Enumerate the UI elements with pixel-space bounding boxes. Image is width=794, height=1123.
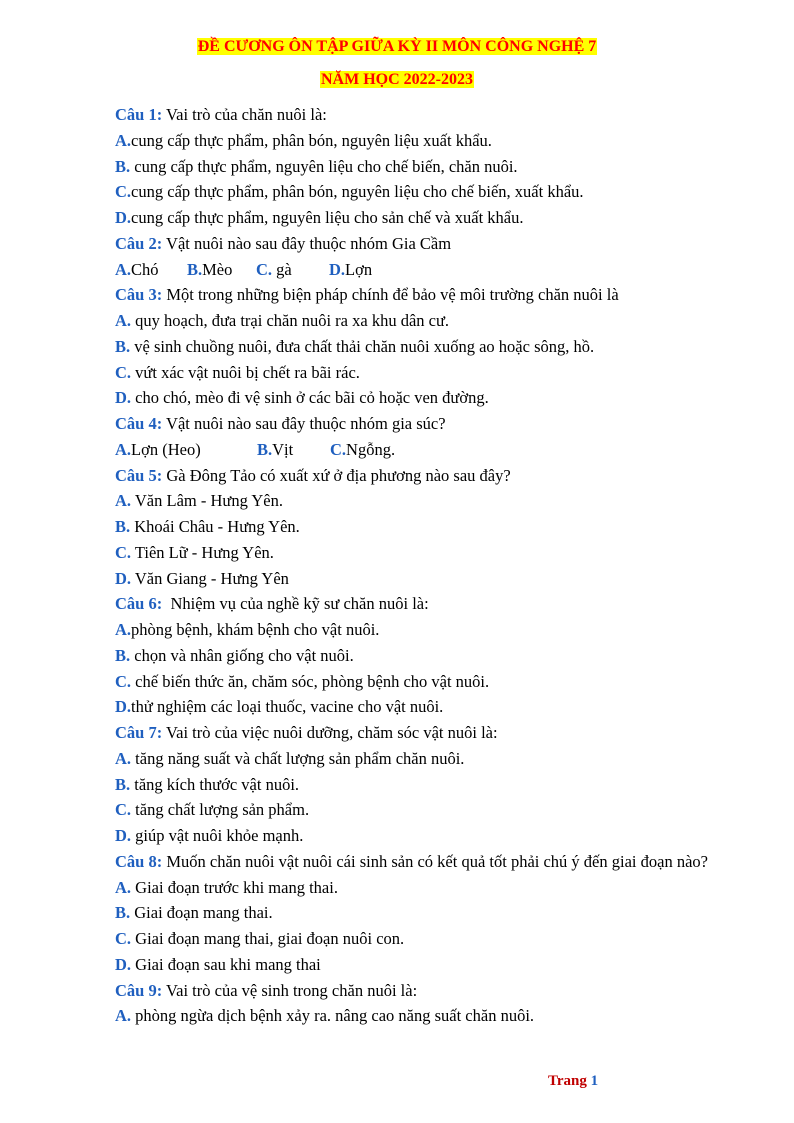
question-text: Vai trò của vệ sinh trong chăn nuôi là: (162, 980, 418, 1000)
question-2-option-c: C. gà (256, 259, 292, 279)
option-text: phòng ngừa dịch bệnh xảy ra. nâng cao năng suất chăn nuôi. (131, 1006, 535, 1026)
question-text: Vật nuôi nào sau đây thuộc nhóm gia súc? (162, 414, 446, 433)
question-2-options (115, 257, 715, 283)
question-text: Vai trò của việc nuôi dưỡng, chăm sóc vật nuôi là: (162, 723, 498, 742)
question-8-option-a (115, 875, 715, 901)
question-label: Câu 5: (115, 465, 163, 485)
question-7-option-b (115, 772, 715, 798)
option-label: B. (115, 336, 131, 356)
question-7-option-c (115, 797, 715, 823)
option-text: vệ sinh chuồng nuôi, đưa chất thải chăn nuôi xuống ao hoặc sông, hồ. (130, 336, 595, 356)
option-label: A. (115, 130, 132, 150)
page-number: 1 (590, 1073, 599, 1089)
page-footer (548, 1073, 598, 1090)
option-label: C. (115, 800, 132, 820)
question-label: Câu 6: (115, 594, 163, 614)
question-1 (115, 102, 715, 128)
question-4-options (115, 437, 715, 463)
question-8-option-d (115, 952, 715, 978)
question-2-option-b: B.Mèo (187, 259, 233, 279)
option-text: Khoái Châu - Hưng Yên. (130, 517, 300, 536)
option-label: C. (115, 182, 132, 202)
question-text: Muốn chăn nuôi vật nuôi cái sinh sản có kết quả tốt phải chú ý đến giai đoạn nào? (162, 851, 708, 871)
question-label: Câu 4: (115, 414, 163, 433)
question-4-option-a: A.Lợn (Heo) (115, 439, 201, 459)
question-8-option-b (115, 900, 715, 926)
option-label: A. (115, 1006, 132, 1026)
option-text: cung cấp thực phẩm, nguyên liệu cho sản chế và xuất khẩu. (131, 208, 524, 227)
option-text: Giai đoạn sau khi mang thai (131, 954, 321, 974)
question-1-option-c (115, 179, 715, 205)
option-text: tăng chất lượng sản phẩm. (131, 800, 310, 820)
question-5-option-b (115, 514, 715, 540)
question-1-option-a (115, 128, 715, 154)
question-7-option-a (115, 746, 715, 772)
question-text: Vai trò của chăn nuôi là: (162, 105, 327, 124)
question-3-option-c (115, 360, 715, 386)
option-label: B. (115, 517, 131, 536)
option-label: A. (115, 877, 132, 897)
option-text: Văn Lâm - Hưng Yên. (131, 491, 283, 511)
question-4-option-c: C.Ngỗng. (330, 439, 396, 459)
option-text: tăng năng suất và chất lượng sản phẩm chăn nuôi. (131, 748, 465, 768)
option-text: Giai đoạn mang thai. (130, 903, 273, 923)
option-label: C. (115, 671, 132, 691)
option-label: A. (115, 620, 132, 639)
question-1-option-b (115, 154, 715, 180)
option-label: A. (115, 748, 132, 768)
question-9 (115, 978, 715, 1004)
option-label: B. (115, 645, 131, 665)
option-text: Tiên Lữ - Hưng Yên. (131, 542, 274, 562)
question-text: Gà Đông Tảo có xuất xứ ở địa phương nào sau đây? (162, 465, 511, 485)
option-text: cung cấp thực phẩm, phân bón, nguyên liệu xuất khẩu. (131, 130, 492, 150)
page-word: Trang (548, 1073, 587, 1089)
question-label: Câu 8: (115, 851, 163, 871)
option-text: vứt xác vật nuôi bị chết ra bãi rác. (131, 362, 360, 382)
option-text: Giai đoạn trước khi mang thai. (131, 877, 338, 897)
option-text: Giai đoạn mang thai, giai đoạn nuôi con. (131, 929, 405, 948)
option-label: D. (115, 697, 132, 717)
question-8-option-c (115, 926, 715, 952)
option-label: D. (115, 826, 132, 845)
option-text: quy hoạch, đưa trại chăn nuôi ra xa khu dân cư. (131, 311, 450, 330)
question-4-option-b: B.Vịt (257, 439, 294, 459)
question-list (115, 102, 715, 1029)
question-7 (115, 720, 715, 746)
option-text: phòng bệnh, khám bệnh cho vật nuôi. (131, 620, 380, 639)
option-label: D. (115, 954, 132, 974)
question-1-option-d (115, 205, 715, 231)
document-title: ĐỀ CƯƠNG ÔN TẬP GIỮA KỲ II MÔN CÔNG NGHỆ 7 (197, 38, 597, 55)
question-6-option-a (115, 617, 715, 643)
option-label: A. (115, 311, 132, 330)
question-text: Vật nuôi nào sau đây thuộc nhóm Gia Cầm (162, 233, 452, 253)
option-label: D. (115, 208, 132, 227)
question-label: Câu 7: (115, 723, 163, 742)
question-9-option-a (115, 1003, 715, 1029)
option-label: C. (115, 929, 132, 948)
option-label: C. (115, 542, 132, 562)
option-label: A. (115, 491, 132, 511)
school-year: NĂM HỌC 2022-2023 (321, 71, 473, 88)
question-5-option-d (115, 566, 715, 592)
question-text: Một trong những biện pháp chính để bảo vệ môi trường chăn nuôi là (162, 285, 619, 305)
option-text: chọn và nhân giống cho vật nuôi. (130, 645, 354, 665)
question-label: Câu 3: (115, 285, 163, 305)
question-label: Câu 2: (115, 233, 163, 253)
question-3-option-d (115, 385, 715, 411)
question-text: Nhiệm vụ của nghề kỹ sư chăn nuôi là: (162, 594, 429, 614)
question-6-option-c (115, 669, 715, 695)
option-label: B. (115, 774, 131, 794)
question-2 (115, 231, 715, 257)
option-text: giúp vật nuôi khỏe mạnh. (131, 826, 304, 845)
question-6 (115, 591, 715, 617)
question-6-option-d (115, 694, 715, 720)
option-label: B. (115, 156, 131, 176)
option-label: D. (115, 568, 132, 588)
option-label: D. (115, 388, 132, 408)
option-text: cho chó, mèo đi vệ sinh ở các bãi cỏ hoặc ven đường. (131, 388, 489, 408)
option-label: C. (115, 362, 132, 382)
question-label: Câu 9: (115, 980, 163, 1000)
question-3-option-b (115, 334, 715, 360)
question-3-option-a (115, 308, 715, 334)
option-text: tăng kích thước vật nuôi. (130, 774, 300, 794)
question-7-option-d (115, 823, 715, 849)
question-8 (115, 849, 715, 875)
question-3 (115, 282, 715, 308)
question-6-option-b (115, 643, 715, 669)
question-2-option-d: D.Lợn (329, 259, 373, 279)
question-5-option-a (115, 488, 715, 514)
question-5 (115, 463, 715, 489)
option-text: Văn Giang - Hưng Yên (131, 568, 289, 588)
option-text: cung cấp thực phẩm, nguyên liệu cho chế biến, chăn nuôi. (130, 156, 518, 176)
question-label: Câu 1: (115, 105, 163, 124)
option-text: chế biến thức ăn, chăm sóc, phòng bệnh cho vật nuôi. (131, 671, 490, 691)
option-label: B. (115, 903, 131, 923)
option-text: thử nghiệm các loại thuốc, vacine cho vật nuôi. (131, 697, 444, 717)
question-4 (115, 411, 715, 437)
question-5-option-c (115, 540, 715, 566)
option-text: cung cấp thực phẩm, phân bón, nguyên liệu cho chế biến, xuất khẩu. (131, 182, 584, 202)
question-2-option-a: A.Chó (115, 259, 159, 279)
